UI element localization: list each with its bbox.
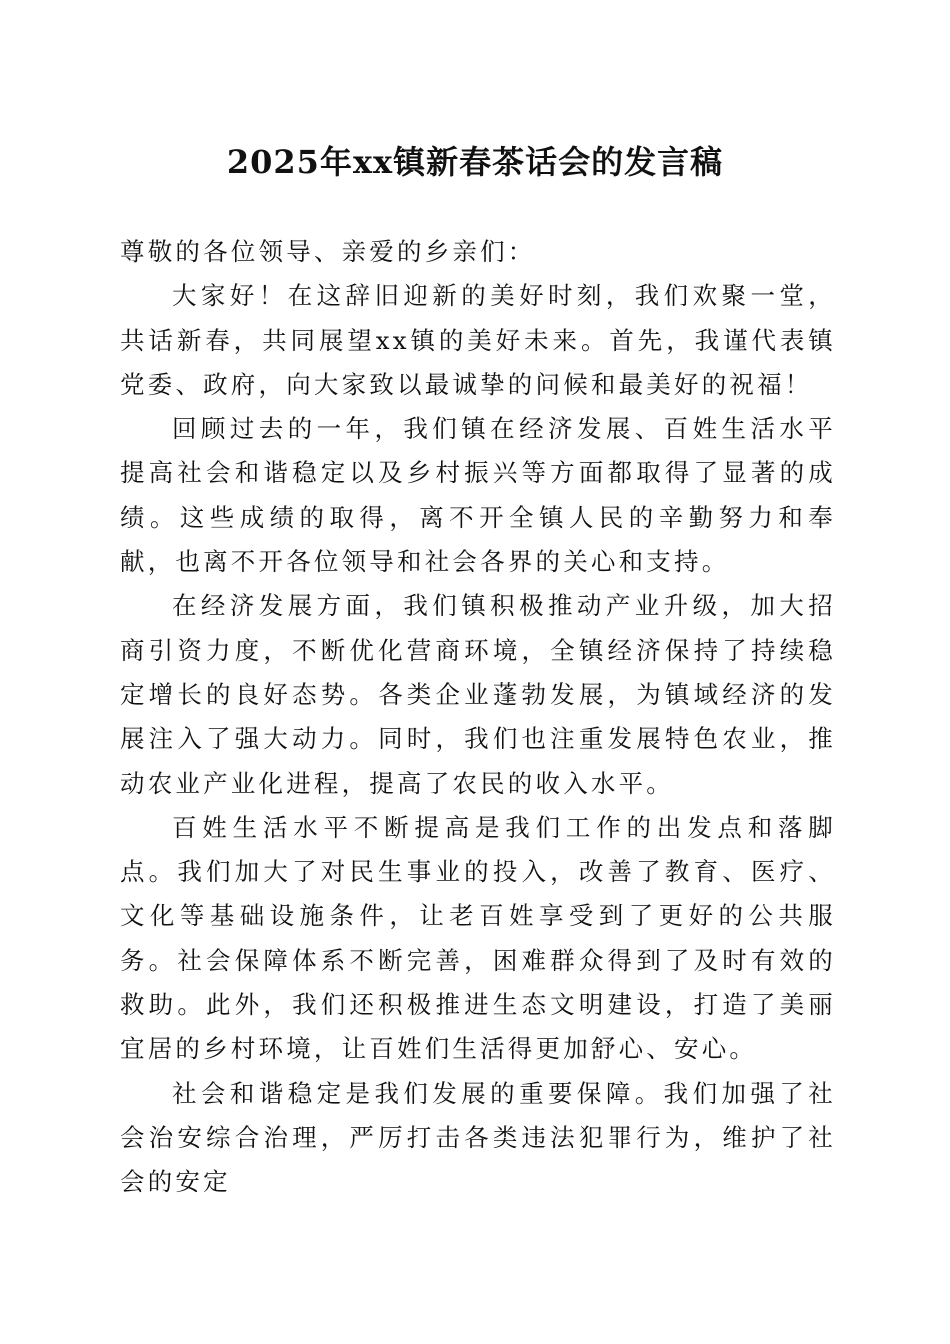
paragraph-stability: 社会和谐稳定是我们发展的重要保障。我们加强了社会治安综合治理，严厉打击各类违法犯罪行为，维护了社会的安定 [120, 1078, 836, 1197]
salutation: 尊敬的各位领导、亲爱的乡亲们： [120, 237, 536, 266]
paragraph-review: 回顾过去的一年，我们镇在经济发展、百姓生活水平提高社会和谐稳定以及乡村振兴等方面都取得了显著的成绩。这些成绩的取得，离不开全镇人民的辛勤努力和奉献，也离不开各位领导和社会各界的关心和支持。 [120, 414, 836, 577]
document-body [120, 230, 836, 1205]
paragraph-greeting: 大家好！在这辞旧迎新的美好时刻，我们欢聚一堂，共话新春，共同展望xx镇的美好未来。首先，我谨代表镇党委、政府，向大家致以最诚挚的问候和最美好的祝福！ [120, 281, 836, 399]
paragraph-livelihood: 百姓生活水平不断提高是我们工作的出发点和落脚点。我们加大了对民生事业的投入，改善了教育、医疗、文化等基础设施条件，让老百姓享受到了更好的公共服务。社会保障体系不断完善，困难群众得到了及时有效的救助。此外，我们还积极推进生态文明建设，打造了美丽宜居的乡村环境，让百姓们生活得更加舒心、安心。 [120, 812, 836, 1064]
paragraph-economy: 在经济发展方面，我们镇积极推动产业升级，加大招商引资力度，不断优化营商环境，全镇经济保持了持续稳定增长的良好态势。各类企业蓬勃发展，为镇域经济的发展注入了强大动力。同时，我们也注重发展特色农业，推动农业产业化进程，提高了农民的收入水平。 [120, 591, 836, 798]
document-title: 2025年xx镇新春茶话会的发言稿 [226, 143, 724, 181]
